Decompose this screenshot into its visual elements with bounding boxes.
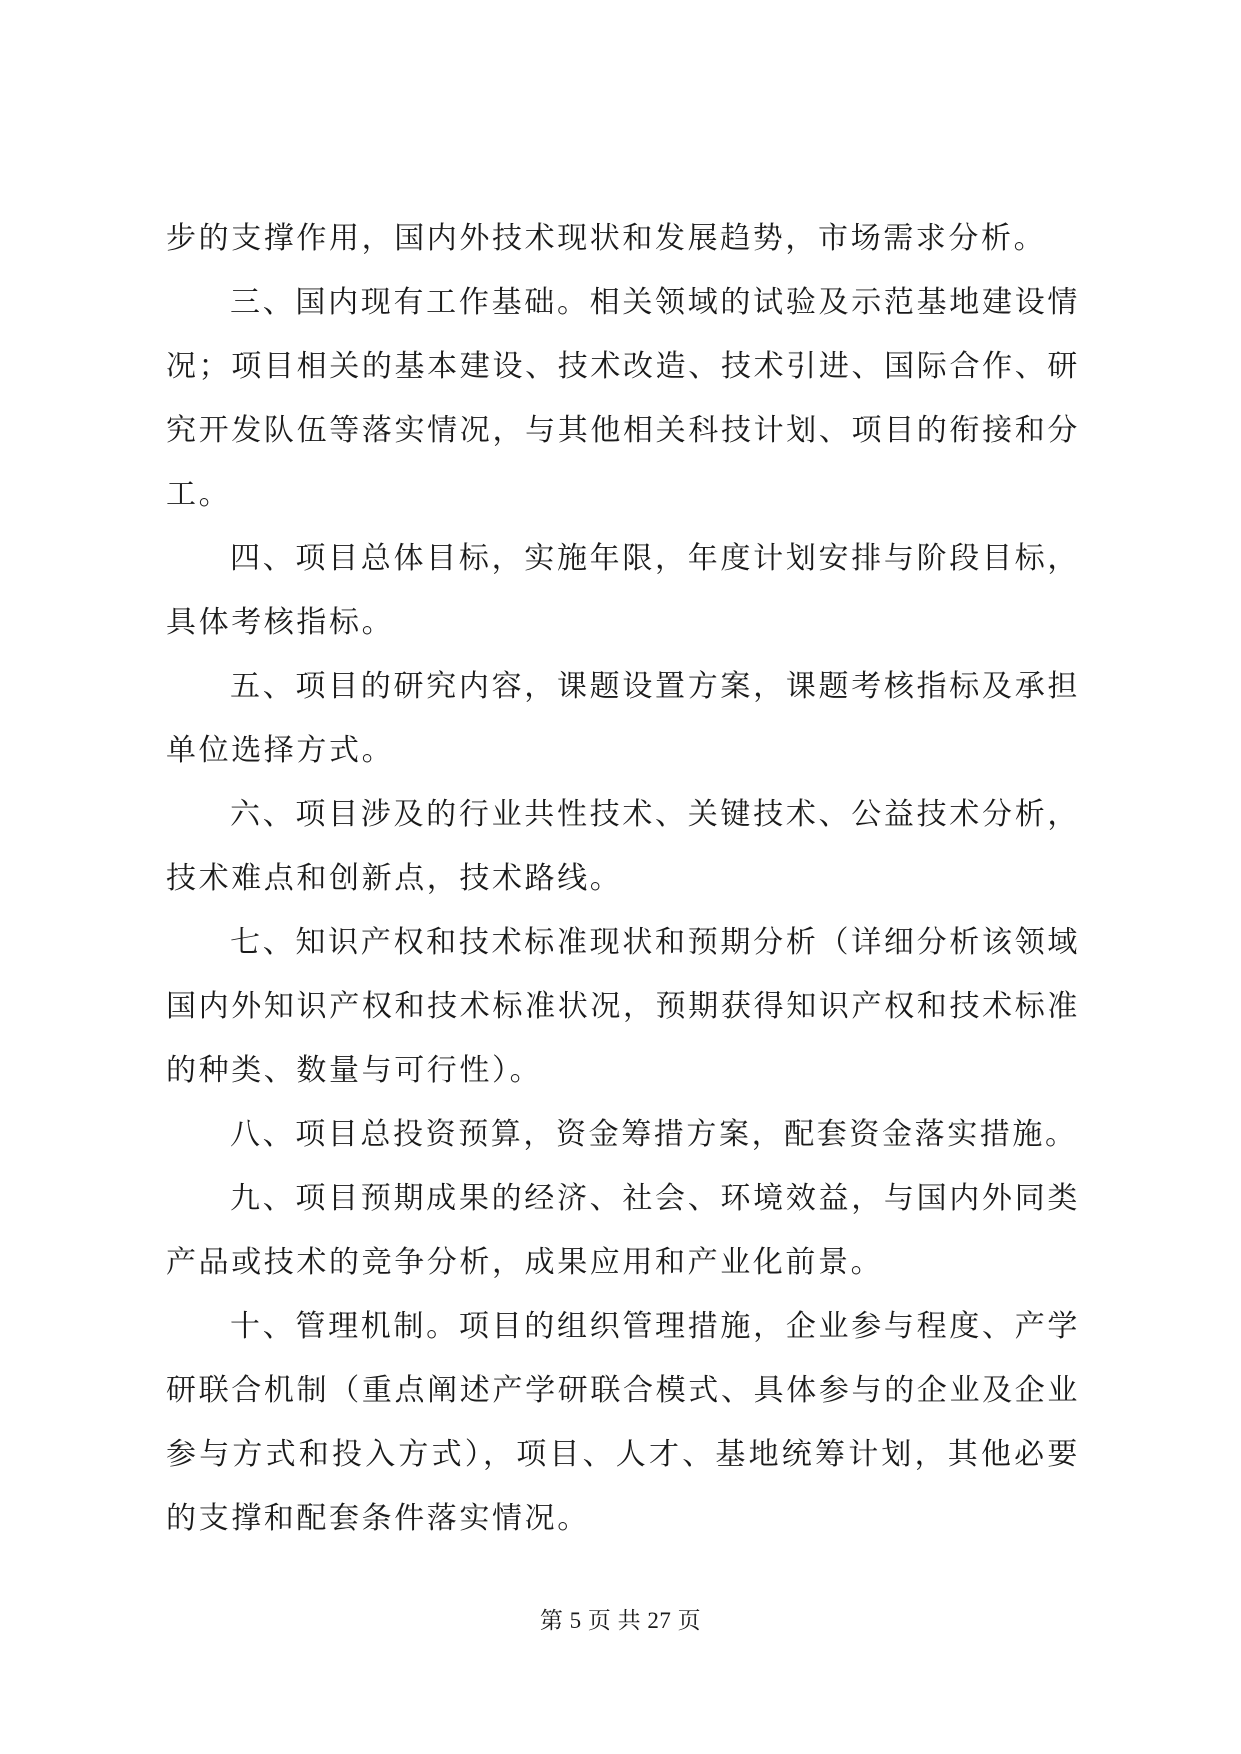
document-body bbox=[166, 207, 1080, 1551]
paragraph-continuation: 步的支撑作用，国内外技术现状和发展趋势，市场需求分析。 bbox=[166, 221, 1047, 256]
paragraph-section-7: 七、知识产权和技术标准现状和预期分析（详细分析该领域国内外知识产权和技术标准状况，预期获得知识产权和技术标准的种类、数量与可行性）。 bbox=[166, 925, 1080, 1088]
paragraph-section-9: 九、项目预期成果的经济、社会、环境效益，与国内外同类产品或技术的竞争分析，成果应用和产业化前景。 bbox=[166, 1181, 1080, 1280]
paragraph-section-8: 八、项目总投资预算，资金筹措方案，配套资金落实措施。 bbox=[230, 1117, 1078, 1152]
paragraph-section-5: 五、项目的研究内容，课题设置方案，课题考核指标及承担单位选择方式。 bbox=[166, 669, 1080, 768]
paragraph-section-4: 四、项目总体目标，实施年限，年度计划安排与阶段目标，具体考核指标。 bbox=[166, 541, 1080, 640]
paragraph-section-10: 十、管理机制。项目的组织管理措施，企业参与程度、产学研联合机制（重点阐述产学研联合模式、具体参与的企业及企业参与方式和投入方式），项目、人才、基地统筹计划，其他必要的支撑和配套条件落实情况。 bbox=[166, 1309, 1080, 1536]
page-number-footer: 第 5 页 共 27 页 bbox=[539, 1608, 702, 1633]
paragraph-section-3: 三、国内现有工作基础。相关领域的试验及示范基地建设情况；项目相关的基本建设、技术改造、技术引进、国际合作、研究开发队伍等落实情况，与其他相关科技计划、项目的衔接和分工。 bbox=[166, 285, 1080, 512]
paragraph-section-6: 六、项目涉及的行业共性技术、关键技术、公益技术分析，技术难点和创新点，技术路线。 bbox=[166, 797, 1080, 896]
